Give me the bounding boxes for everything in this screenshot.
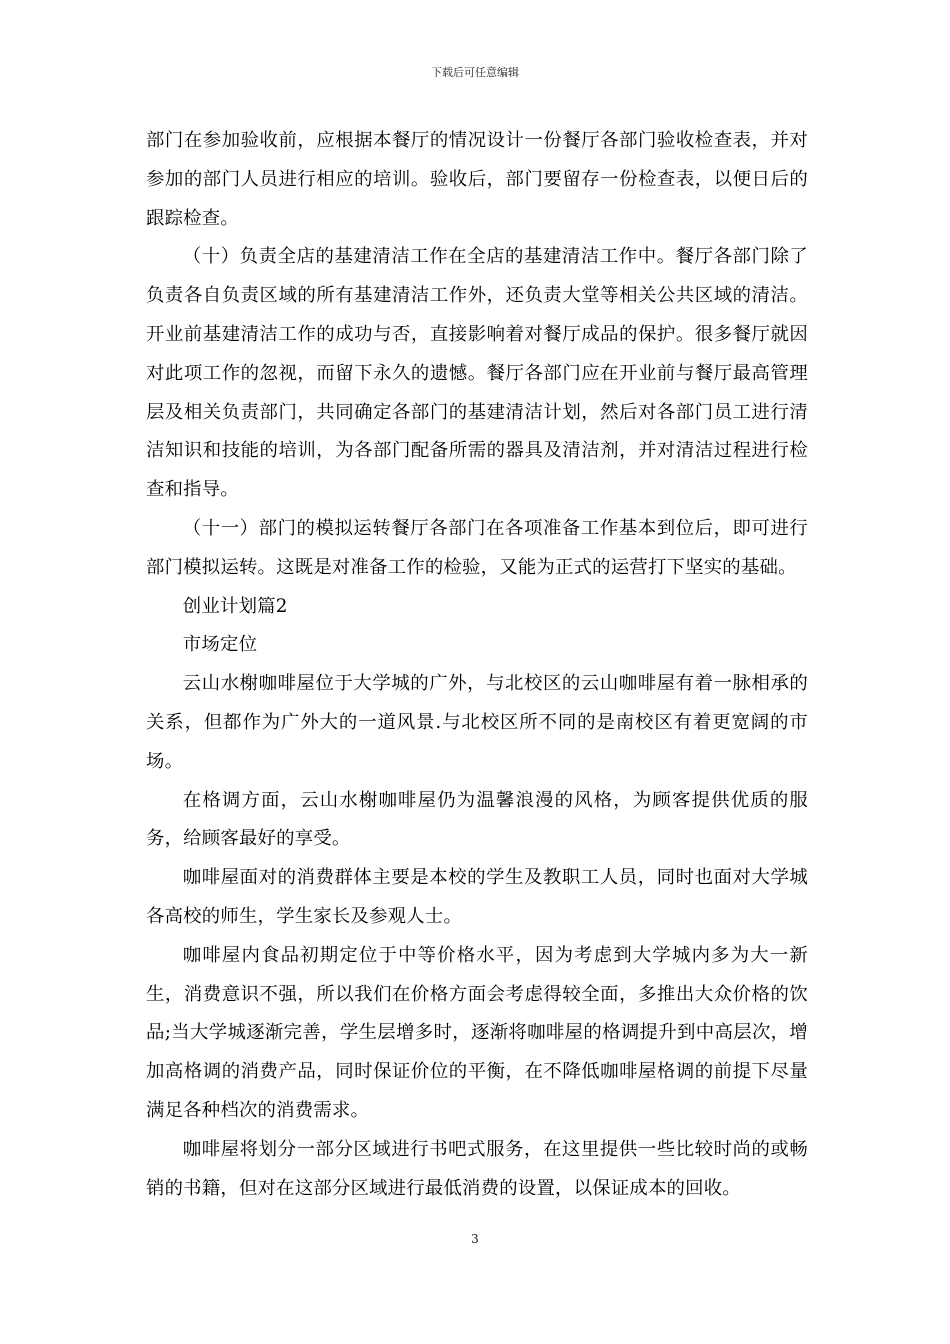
page-number: 3: [471, 1232, 479, 1246]
paragraph-pricing: 咖啡屋内食品初期定位于中等价格水平，因为考虑到大学城内多为大一新生，消费意识不强，所以我们在价格方面会考虑得较全面，多推出大众价格的饮品;当大学城逐渐完善，学生层增多时，逐渐将咖啡屋的格调提升到中高层次，增加高格调的消费产品，同时保证价位的平衡，在不降低咖啡屋格调的前提下尽量满足各种档次的消费需求。: [146, 944, 808, 1121]
paragraph-book-bar: 咖啡屋将划分一部分区域进行书吧式服务，在这里提供一些比较时尚的或畅销的书籍，但对在这部分区域进行最低消费的设置，以保证成本的回收。: [146, 1138, 808, 1199]
paragraph-style: 在格调方面，云山水榭咖啡屋仍为温馨浪漫的风格，为顾客提供优质的服务，给顾客最好的享受。: [146, 789, 808, 850]
paragraph-target-customers: 咖啡屋面对的消费群体主要是本校的学生及教职工人员，同时也面对大学城各高校的师生，学生家长及参观人士。: [146, 867, 808, 927]
section-heading-plan-2: 创业计划篇2: [182, 595, 288, 617]
paragraph-section-eleven-simulation: （十一）部门的模拟运转餐厅各部门在各项准备工作基本到位后，即可进行部门模拟运转。这既是对准备工作的检验，又能为正式的运营打下坚实的基础。: [146, 517, 808, 578]
page-header: 下载后可任意编辑: [431, 66, 519, 79]
section-heading-market-positioning: 市场定位: [182, 634, 258, 656]
paragraph-location: 云山水榭咖啡屋位于大学城的广外，与北校区的云山咖啡屋有着一脉相承的关系，但都作为广外大的一道风景.与北校区所不同的是南校区有着更宽阔的市场。: [146, 673, 808, 772]
document-body: [146, 122, 808, 1208]
paragraph-acceptance-check: 部门在参加验收前，应根据本餐厅的情况设计一份餐厅各部门验收检查表，并对参加的部门人员进行相应的培训。验收后，部门要留存一份检查表，以便日后的跟踪检查。: [146, 130, 808, 229]
paragraph-section-ten-cleaning: （十）负责全店的基建清洁工作在全店的基建清洁工作中。餐厅各部门除了负责各自负责区域的所有基建清洁工作外，还负责大堂等相关公共区域的清洁。开业前基建清洁工作的成功与否，直接影响着对餐厅成品的保护。很多餐厅就因对此项工作的忽视，而留下永久的遗憾。餐厅各部门应在开业前与餐厅最高管理层及相关负责部门，共同确定各部门的基建清洁计划，然后对各部门员工进行清洁知识和技能的培训，为各部门配备所需的器具及清洁剂，并对清洁过程进行检查和指导。: [146, 246, 808, 501]
